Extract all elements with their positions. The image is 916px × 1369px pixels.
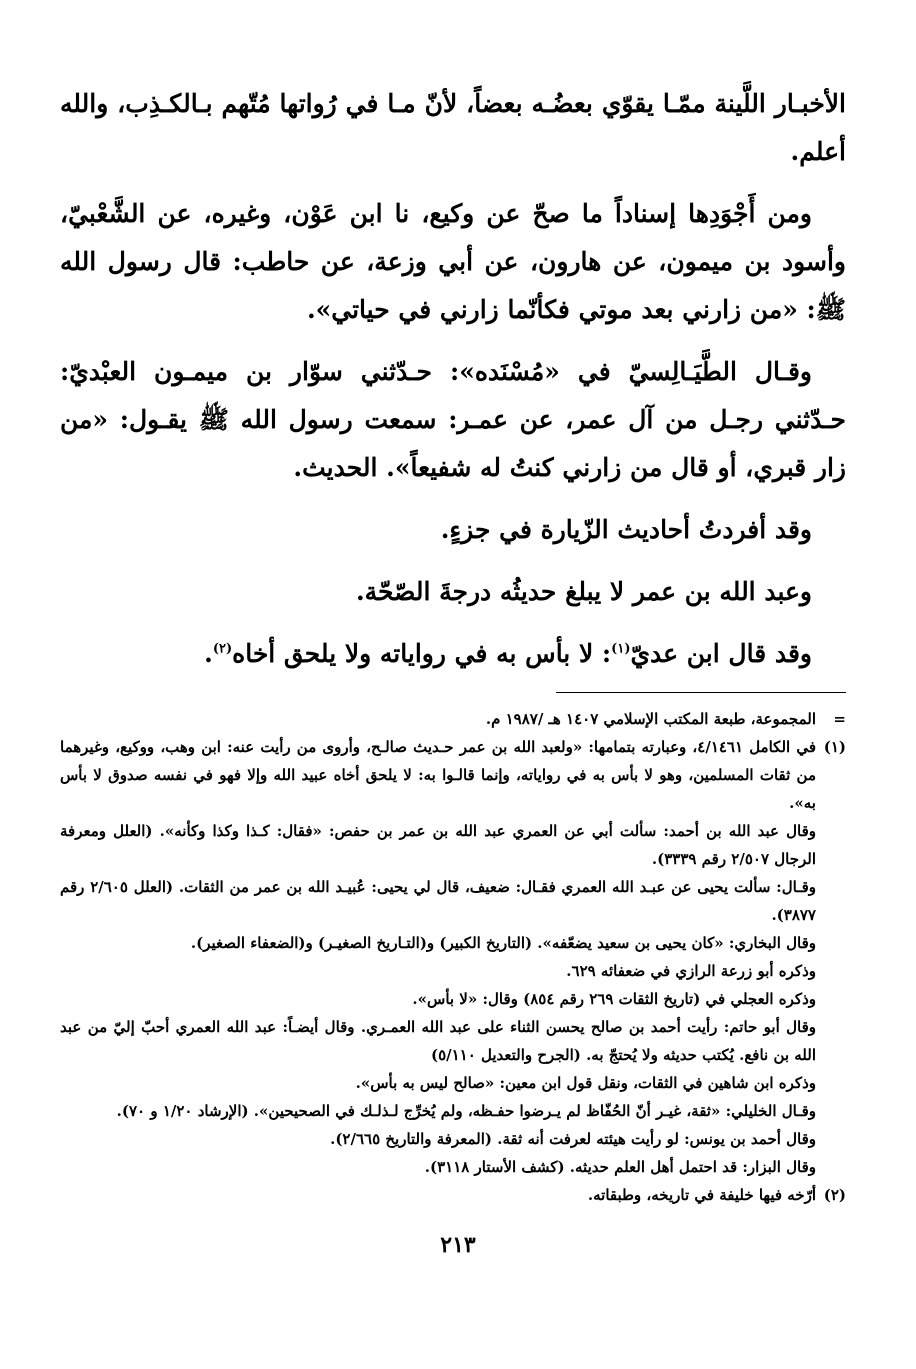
footnote-1-line: وقـال الخليلي: «ثقة، غيـر أنّ الحُفّاظ لم يـرضوا حفـظه، ولم يُخرِّج لـذلـك في الصحيحين». (الإرشاد ١/٢٠ و ٧٠). xyxy=(116,1102,816,1120)
footnote-1 xyxy=(60,733,846,1181)
footnote-1-line: وقال أبو حاتم: رأيت أحمد بن صالح يحسن الثناء على عبد الله العمـري. وقال أيضـاً: عبد الله العمري أحبّ إليّ من عبد الله بن نافع. يُكتب حديثه ولا يُحتجّ به. (الجرح والتعديل ٥/١١٠) xyxy=(60,1018,816,1064)
footnote-1-line: وقال البزار: قد احتمل أهل العلم حديثه. (كشف الأستار ٣١١٨). xyxy=(424,1158,816,1176)
paragraph-5: وعبد الله بن عمر لا يبلغ حديثُه درجةَ الصّحّة. xyxy=(355,577,812,606)
footnote-2-mark: (٢) xyxy=(823,1186,846,1204)
footnote-1-mark: (١) xyxy=(823,738,846,756)
footnotes xyxy=(60,705,846,1209)
page-number: ٢١٣ xyxy=(440,1232,476,1258)
footnote-ref-2[interactable]: (٢) xyxy=(212,641,233,657)
paragraph-6-end: . xyxy=(204,639,213,668)
footnote-1-line: وقال البخاري: «كان يحيى بن سعيد يضعّفه». (التاريخ الكبير) و(التـاريخ الصغيـر) و(الضعفاء الصغير). xyxy=(190,934,816,952)
footnote-1-line: وذكره أبو زرعة الرازي في ضعفائه ٦٢٩. xyxy=(566,962,816,980)
footnote-1-line: وقال عبد الله بن أحمد: سألت أبي عن العمري عبد الله بن عمر بن حفص: «فقال: كـذا وكذا وكأنه». (العلل ومعرفة الرجال ٢/٥٠٧ رقم ٣٣٣٩). xyxy=(60,822,816,868)
continuation-text: المجموعة، طبعة المكتب الإسلامي ١٤٠٧ هـ /١٩٨٧ م. xyxy=(485,710,816,728)
footnote-1-body xyxy=(60,733,816,1181)
paragraph-6 xyxy=(60,630,846,678)
paragraph-6-start: وقد قال ابن عديّ xyxy=(630,639,812,668)
footnote-continuation xyxy=(60,705,846,733)
continuation-mark: = xyxy=(833,710,846,728)
main-text xyxy=(60,80,846,678)
paragraph-6-middle: : لا بأس به في رواياته ولا يلحق أخاه xyxy=(232,639,612,668)
paragraph-1: الأخبـار اللَّينة ممّـا يقوّي بعضُـه بعضاً، لأنّ مـا في رُواتها مُتّهم بـالكـذِب، والله أعلم. xyxy=(60,89,846,166)
footnote-2 xyxy=(60,1181,846,1209)
footnote-1-line: في الكامل ٤/١٤٦١، وعبارته بتمامها: «ولعبد الله بن عمر حـديث صالـح، وأروى من رأيت عنه: ابن وهب، ووكيع، وغيرهما من ثقات المسلمين، وهو لا بأس به في رواياته، وإنما قالـوا به: لا يلحق أخاه عبيد الله وإلا فهو في نفسه صدوق لا بأس به». xyxy=(60,738,817,812)
footnote-1-line: وقـال: سألت يحيى عن عبـد الله العمري فقـال: ضعيف، قال لي يحيى: عُبيـد الله بن عمر من الثقات. (العلل ٢/٦٠٥ رقم ٣٨٧٧). xyxy=(60,878,816,924)
footnote-ref-1[interactable]: (١) xyxy=(611,641,631,657)
footnote-1-line: وذكره ابن شاهين في الثقات، ونقل قول ابن معين: «صالح ليس به بأس». xyxy=(355,1074,816,1092)
footnote-1-line: وقال أحمد بن يونس: لو رأيت هيئته لعرفت أنه ثقة. (المعرفة والتاريخ ٢/٦٦٥). xyxy=(330,1130,816,1148)
paragraph-3: وقـال الطَّيَـالِسيّ في «مُسْنَده»: حـدّثني سوّار بن ميمـون العبْديّ: حـدّثني رجـل من آل عمر، عن عمـر: سمعت رسول الله ﷺ يقـول: «من زار قبري، أو قال من زارني كنتُ له شفيعاً». الحديث. xyxy=(60,357,846,482)
page-content xyxy=(60,80,846,1209)
paragraph-4: وقد أفردتُ أحاديث الزّيارة في جزءٍ. xyxy=(440,515,812,544)
footnote-separator xyxy=(556,692,846,693)
footnote-1-line: وذكره العجلي في (تاريخ الثقات ٢٦٩ رقم ٨٥٤) وقال: «لا بأس». xyxy=(412,990,816,1008)
footnote-2-text: أرّخه فيها خليفة في تاريخه، وطبقاته. xyxy=(587,1186,816,1204)
paragraph-2: ومن أَجْوَدِها إسناداً ما صحّ عن وكيع، نا ابن عَوْن، وغيره، عن الشَّعْبيّ، وأسود بن ميمون، عن هارون، عن أبي وزعة، عن حاطب: قال رسول الله ﷺ: «من زارني بعد موتي فكأنّما زارني في حياتي». xyxy=(60,199,846,324)
